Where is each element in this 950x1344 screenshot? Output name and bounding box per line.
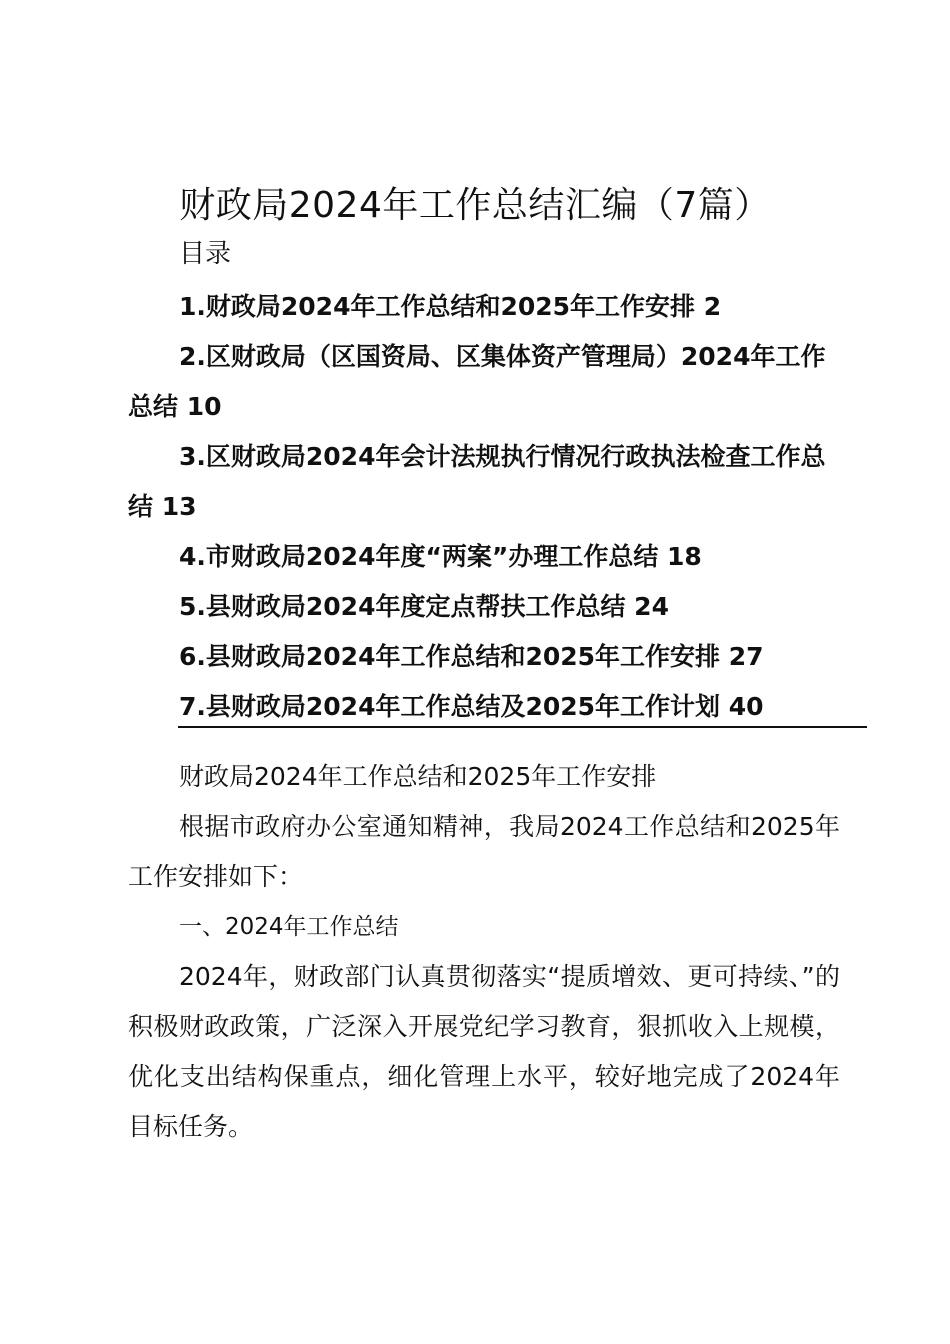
- document-title: 财政局2024年工作总结汇编（7篇）: [179, 185, 771, 226]
- toc-item[interactable]: 5.县财政局2024年度定点帮扶工作总结 24: [179, 592, 669, 621]
- toc-heading: 目录: [179, 239, 232, 269]
- body-paragraph: 2024年，财政部门认真贯彻落实“提质增效、更可持续、”的积极财政政策，广泛深入开展党纪学习教育，狠抓收入上规模，优化支出结构保重点，细化管理上水平，较好地完成了2024年目标任务。: [128, 962, 840, 1141]
- intro-paragraph: 根据市政府办公室通知精神，我局2024工作总结和2025年工作安排如下：: [128, 812, 840, 891]
- toc-item[interactable]: 4.市财政局2024年度“两案”办理工作总结 18: [179, 542, 702, 571]
- toc-item[interactable]: 1.财政局2024年工作总结和2025年工作安排 2: [179, 292, 722, 321]
- toc-divider: [178, 726, 867, 728]
- toc-item[interactable]: 2.区财政局（区国资局、区集体资产管理局）2024年工作总结 10: [128, 342, 826, 421]
- table-of-contents: [128, 282, 840, 732]
- toc-item[interactable]: 7.县财政局2024年工作总结及2025年工作计划 40: [179, 692, 764, 721]
- article-body: [128, 752, 840, 1152]
- article-title: 财政局2024年工作总结和2025年工作安排: [179, 762, 657, 791]
- toc-item[interactable]: 3.区财政局2024年会计法规执行情况行政执法检查工作总结 13: [128, 442, 826, 521]
- toc-item[interactable]: 6.县财政局2024年工作总结和2025年工作安排 27: [179, 642, 764, 671]
- section-heading: 一、2024年工作总结: [179, 914, 399, 940]
